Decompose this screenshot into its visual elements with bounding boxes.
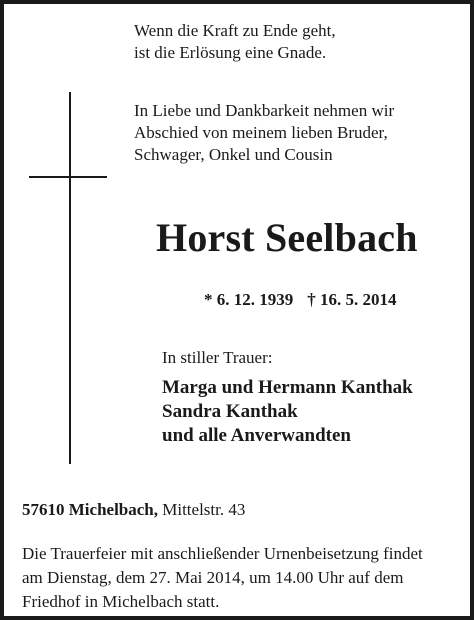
motto-line: ist die Erlösung eine Gnade. [134,43,327,62]
death-date: † 16. 5. 2014 [307,290,397,309]
mourner-name: und alle Anverwandten [162,425,351,446]
cross-vertical-beam [69,92,71,464]
mourner-name: Sandra Kanthak [162,401,298,422]
address-street: Mittelstr. 43 [162,500,246,519]
address-city: 57610 Michelbach, [22,500,158,519]
mourners-label: In stiller Trauer: [162,348,273,367]
farewell-line: In Liebe und Dankbarkeit nehmen wir [134,101,395,120]
ceremony-line: Friedhof in Michelbach statt. [22,592,220,611]
deceased-name: Horst Seelbach [156,215,418,260]
mourners-list [162,376,413,448]
farewell-line: Abschied von meinem lieben Bruder, [134,123,388,142]
farewell-text [134,100,394,166]
family-address [22,500,245,520]
farewell-line: Schwager, Onkel und Cousin [134,145,333,164]
life-dates [204,290,397,310]
birth-date: * 6. 12. 1939 [204,290,294,309]
ceremony-line: Die Trauerfeier mit anschließender Urnenbeisetzung findet [22,544,423,563]
cross-horizontal-beam [29,176,107,178]
mourner-name: Marga und Hermann Kanthak [162,377,413,398]
ceremony-info [22,542,423,614]
motto-verse [134,20,336,64]
motto-line: Wenn die Kraft zu Ende geht, [134,21,336,40]
ceremony-line: am Dienstag, dem 27. Mai 2014, um 14.00 Uhr auf dem [22,568,404,587]
